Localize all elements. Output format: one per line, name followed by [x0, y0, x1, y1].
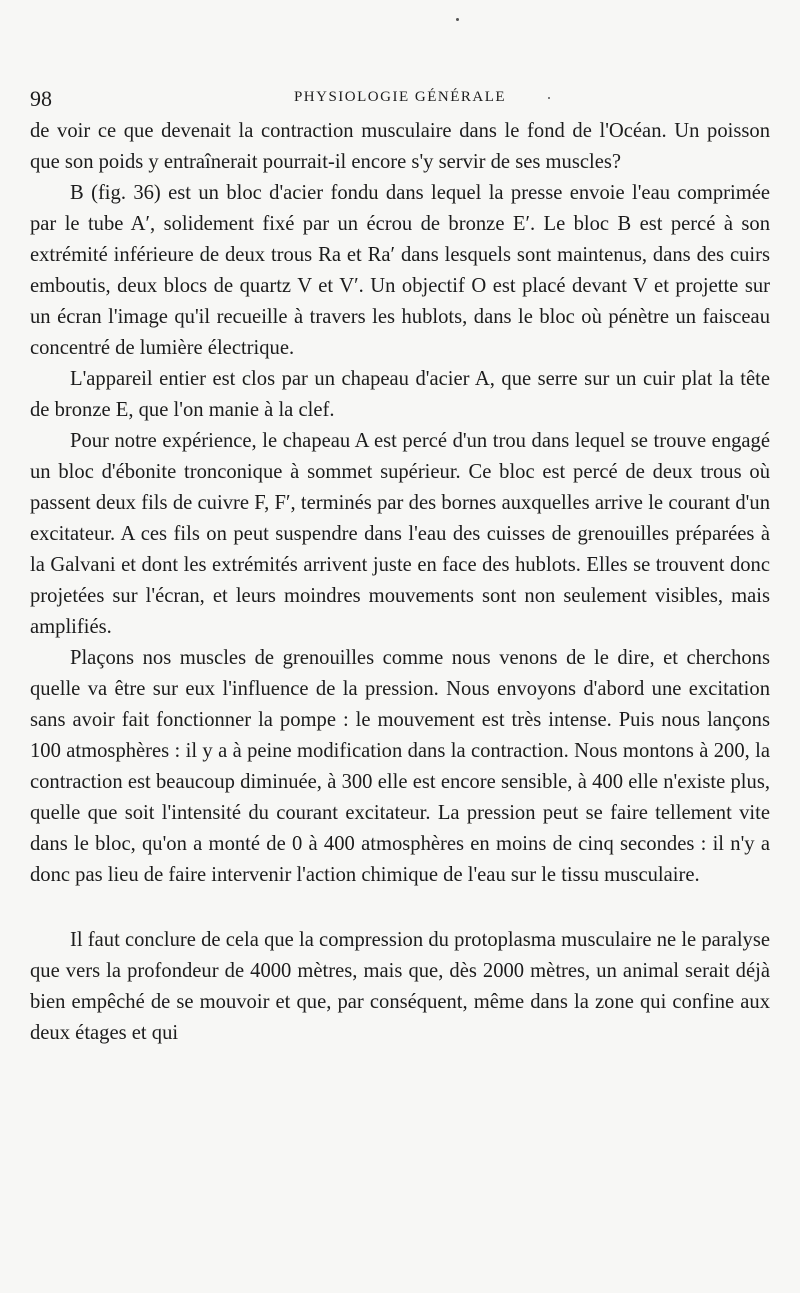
print-speck — [456, 18, 459, 21]
running-title: PHYSIOLOGIE GÉNÉRALE — [293, 89, 507, 105]
paragraph-conclusion: Il faut conclure de cela que la compression du protoplasma musculaire ne le paralyse que vers la profondeur de 4000 mètres, mais que, dès 2000 mètres, un animal serait déjà bien empêché de se mouvoir et que, par conséquent, même dans la zone qui confine aux deux étages et qui — [30, 929, 770, 1044]
paragraph-closure: L'appareil entier est clos par un chapeau d'acier A, que serre sur un cuir plat la tête de bronze E, que l'on manie à la clef. — [30, 368, 770, 421]
running-head — [30, 86, 770, 112]
paragraph-experiment-setup: Pour notre expérience, le chapeau A est percé d'un trou dans lequel se trouve engagé un bloc d'ébonite tronconique à sommet supérieur. Ce bloc est percé de deux trous où passent deux fils de cuivre F, F′, terminés par des bornes auxquelles arrive le courant d'un excitateur. A ces fils on peut suspendre dans l'eau des cuisses de grenouilles préparées à la Galvani et dont les extrémités arrivent juste en face des hublots. Elles se trouvent donc projetées sur l'écran, et leurs moindres mouvements sont non seulement visibles, mais amplifiés. — [30, 430, 770, 638]
paragraph-apparatus: B (fig. 36) est un bloc d'acier fondu dans lequel la presse envoie l'eau comprimée par le tube A′, solidement fixé par un écrou de bronze E′. Le bloc B est percé à son extrémité inférieure de deux trous Ra et Ra′ dans lesquels sont maintenus, dans des cuirs emboutis, deux blocs de quartz V et V′. Un objectif O est placé devant V et projette sur un écran l'image qu'il recueille à travers les hublots, dans le bloc où pénètre un faisceau concentré de lumière électrique. — [30, 182, 770, 359]
body-text — [30, 116, 770, 1049]
paragraph-continued: de voir ce que devenait la contraction musculaire dans le fond de l'Océan. Un poisson que son poids y entraînerait pourrait-il encore s'y servir de ses muscles? — [30, 120, 770, 173]
book-page — [30, 86, 770, 1049]
paragraph-pressure-results: Plaçons nos muscles de grenouilles comme nous venons de le dire, et cherchons quelle va être sur eux l'influence de la pression. Nous envoyons d'abord une excitation sans avoir fait fonctionner la pompe : le mouvement est très intense. Puis nous lançons 100 atmosphères : il y a à peine modification dans la contraction. Nous montons à 200, la contraction est beaucoup diminuée, à 300 elle est encore sensible, à 400 elle n'existe plus, quelle que soit l'intensité du courant excitateur. La pression peut se faire tellement vite dans le bloc, qu'on a monté de 0 à 400 atmosphères en moins de cinq secondes : il n'y a donc pas lieu de faire intervenir l'action chimique de l'eau sur le tissu musculaire. — [30, 647, 770, 886]
page-number: 98 — [30, 86, 52, 111]
